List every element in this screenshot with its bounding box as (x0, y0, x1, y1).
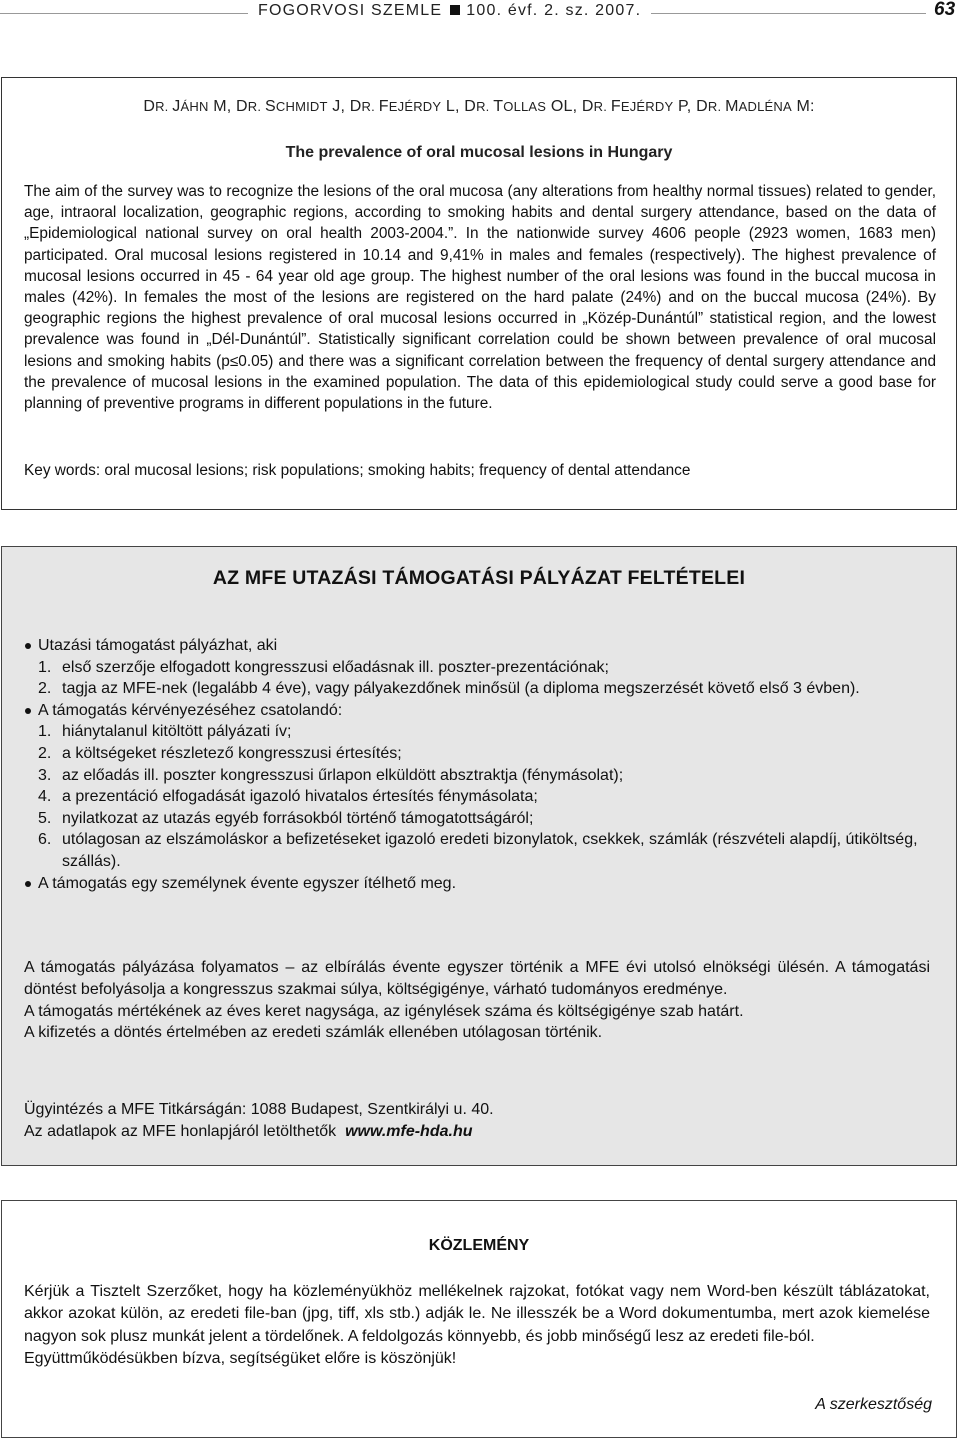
list-text: első szerzője elfogadott kongresszusi előadásnak ill. poszter-prezentációnak; (62, 658, 609, 676)
notice-paragraph: Együttműködésükben bízva, segítségüket előre is köszönjük! (24, 1350, 457, 1368)
list-number: 5. (38, 809, 52, 827)
author-name: DR. TOLLAS OL, (464, 98, 582, 115)
list-text: a prezentáció elfogadását igazoló hivatalos értesítés fénymásolata; (62, 788, 538, 806)
header-rule-right (651, 13, 926, 14)
list-item (24, 765, 936, 787)
list-text: az előadás ill. poszter kongresszusi űrlapon elküldött absztraktja (fénymásolat); (62, 766, 624, 784)
list-item (24, 829, 936, 872)
list-number: 2. (38, 744, 52, 762)
list-number: 2. (38, 680, 52, 698)
author-name: DR. JÁHN M, (143, 98, 237, 115)
list-text: nyilatkozat az utazás egyéb forrásokból történő támogatottságáról; (62, 809, 534, 827)
conditions-list (24, 635, 936, 894)
author-name: DR. FEJÉRDY L, (349, 98, 465, 115)
list-number: 6. (38, 831, 52, 849)
journal-name: FOGORVOSI SZEMLE (258, 2, 443, 19)
contact-download-text: Az adatlapok az MFE honlapjáról letölthetők (24, 1122, 337, 1140)
authors-line (2, 98, 956, 116)
keywords: Key words: oral mucosal lesions; risk populations; smoking habits; frequency of dental attendance (24, 462, 691, 479)
list-number: 4. (38, 788, 52, 806)
numbered-list-eligibility (24, 657, 936, 700)
contact-address: Ügyintézés a MFE Titkárságán: 1088 Budapest, Szentkirályi u. 40. (24, 1101, 494, 1118)
notice-box (1, 1200, 957, 1438)
list-item (24, 808, 936, 830)
journal-issue: 100. évf. 2. sz. 2007. (466, 2, 642, 19)
list-text: tagja az MFE-nek (legalább 4 éve), vagy pályakezdőnek minősül (a diploma megszerzését követő első 3 évben). (62, 680, 860, 698)
bullet-item: A támogatás kérvényezéséhez csatolandó: (24, 700, 936, 722)
list-number: 3. (38, 766, 52, 784)
contact-info (24, 1099, 930, 1143)
article-title: The prevalence of oral mucosal lesions in Hungary (285, 144, 673, 161)
grant-rules-paragraph: A támogatás pályázása folyamatos – az elbírálás évente egyszer történik a MFE évi utolsó elnökségi ülésén. A támogatási döntést befolyásolja a kongresszus szakmai súlya, költségigénye, várható tudományos eredménye. (24, 959, 930, 998)
abstract-box (1, 77, 957, 510)
list-number: 1. (38, 658, 52, 676)
list-item (24, 678, 936, 700)
notice-text (24, 1281, 930, 1371)
signature: A szerkesztőség (815, 1396, 932, 1413)
notice-paragraph: Kérjük a Tisztelt Szerzőket, hogy ha közleményükhöz mellékelnek rajzokat, fotókat vagy nem Word-ben készült táblázatokat, akkor azokat külön, az eredeti file-ban (jpg, tiff, xls stb.) adják le. Ne illesszék be a Word dokumentumba, mert azok kiemelése nagyon sok plusz munkát jelent a tördelőnek. A feldolgozás könnyebb, és jobb minőségű lesz az eredeti file-ból. (24, 1283, 930, 1345)
bullet-item: Utazási támogatást pályázhat, aki (24, 635, 936, 657)
grant-rules-paragraph: A támogatás mértékének az éves keret nagysága, az igénylések száma és költségigénye szab határt. (24, 1002, 744, 1020)
journal-line (258, 2, 641, 20)
bullet-item: A támogatás egy személynek évente egyszer ítélhető meg. (24, 873, 936, 895)
list-item (24, 657, 936, 679)
contact-download (24, 1121, 930, 1143)
header-rule-left (0, 13, 248, 14)
grant-rules (24, 957, 930, 1044)
author-name: DR. FEJÉRDY P, (581, 98, 697, 115)
travel-grant-box (1, 546, 957, 1166)
page-number: 63 (934, 0, 956, 20)
list-item (24, 786, 936, 808)
numbered-list-attachments (24, 721, 936, 872)
list-item (24, 743, 936, 765)
author-name: DR. SCHMIDT J, (236, 98, 350, 115)
square-bullet-icon (450, 5, 460, 15)
running-head (0, 0, 960, 30)
list-text: hiánytalanul kitöltött pályázati ív; (62, 723, 292, 741)
abstract-text: The aim of the survey was to recognize the lesions of the oral mucosa (any alterations from healthy normal tissues) related to gender, age, intraoral localization, geographic regions, according to smoking habits and dental surgery attendance, based on the data of „Epidemiological national survey on oral health 2003-2004.”. In the nationwide survey 4606 people (2923 women, 1683 men) participated. Oral mucosal lesions registered in 10.14 and 9,41% in males and females (respectively). The highest prevalence of mucosal lesions occurred in 45 - 64 year old age group. The highest number of the oral lesions was found in the buccal mucosa in males (42%). In females the most of the lesions are registered on the hard palate (24%) and on the buccal mucosa (24%). By geographic regions the highest prevalence of oral mucosal lesions occurred in „Közép-Dunántúl” statistical region, and the lowest prevalence was found in „Dél-Dunántúl”. Statistically significant correlation could be shown between prevalence of oral mucosal lesions and smoking habits (p≤0.05) and there was a significant correlation between the frequency of dental surgery attendance and the prevalence of mucosal lesions in the examined population. The data of this epidemiological study could serve a good base for planning of preventive programs in different populations in the future. (24, 183, 936, 413)
author-name: DR. MADLÉNA M: (696, 98, 815, 115)
list-number: 1. (38, 723, 52, 741)
travel-grant-title: AZ MFE UTAZÁSI TÁMOGATÁSI PÁLYÁZAT FELTÉTELEI (212, 567, 746, 589)
notice-title: KÖZLEMÉNY (428, 1237, 530, 1254)
list-text: utólagosan az elszámoláskor a befizetéseket igazoló eredeti bizonylatok, csekkek, számlák (részvételi alapdíj, útiköltség, szállás). (62, 831, 918, 870)
website-link[interactable]: www.mfe-hda.hu (345, 1122, 473, 1140)
list-text: a költségeket részletező kongresszusi értesítés; (62, 744, 402, 762)
grant-rules-paragraph: A kifizetés a döntés értelmében az eredeti számlák ellenében utólagosan történik. (24, 1024, 603, 1042)
list-item (24, 721, 936, 743)
